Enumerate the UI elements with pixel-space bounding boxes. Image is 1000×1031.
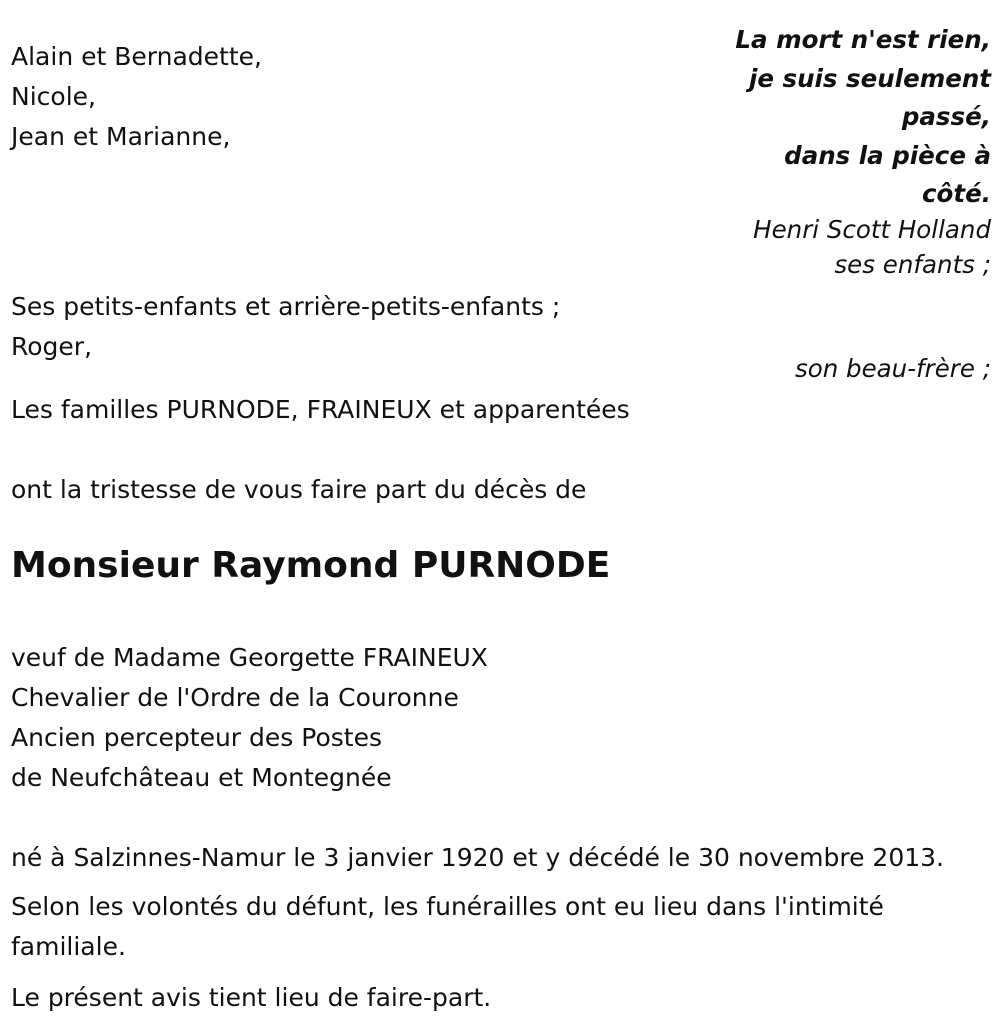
- quote-author: Henri Scott Holland: [753, 215, 991, 244]
- title-line: Chevalier de l'Ordre de la Couronne: [11, 683, 459, 712]
- birth-death-line: né à Salzinnes-Namur le 3 janvier 1920 et y décédé le 30 novembre 2013.: [11, 843, 944, 872]
- quote-line: La mort n'est rien,: [735, 25, 991, 54]
- epigraph-quote: [591, 21, 991, 214]
- deceased-name: Monsieur Raymond PURNODE: [11, 545, 611, 586]
- children-role: ses enfants ;: [834, 250, 991, 279]
- announcement-intro: ont la tristesse de vous faire part du décès de: [11, 475, 587, 504]
- children-list: [11, 37, 571, 157]
- child-line: Alain et Bernadette,: [11, 42, 262, 71]
- quote-line: dans la pièce à: [784, 140, 991, 170]
- deceased-titles: [11, 638, 488, 798]
- child-line: Nicole,: [11, 82, 96, 111]
- grandchildren-block: [11, 287, 560, 367]
- quote-line: je suis seulement: [748, 63, 991, 93]
- title-line: de Neufchâteau et Montegnée: [11, 763, 392, 792]
- families-line: Les familles PURNODE, FRAINEUX et apparentées: [11, 395, 630, 424]
- notice-line: Le présent avis tient lieu de faire-part.: [11, 983, 492, 1012]
- child-line: Jean et Marianne,: [11, 122, 231, 151]
- title-line: veuf de Madame Georgette FRAINEUX: [11, 643, 488, 672]
- quote-line: côté.: [922, 179, 991, 208]
- brother-in-law-role: son beau-frère ;: [794, 354, 991, 383]
- title-line: Ancien percepteur des Postes: [11, 723, 382, 752]
- brother-in-law-line: Roger,: [11, 332, 93, 361]
- quote-line: passé,: [901, 102, 991, 131]
- funeral-paragraph: Selon les volontés du défunt, les funérailles ont eu lieu dans l'intimité familiale.: [11, 892, 884, 961]
- grandchildren-line: Ses petits-enfants et arrière-petits-enfants ;: [11, 292, 561, 321]
